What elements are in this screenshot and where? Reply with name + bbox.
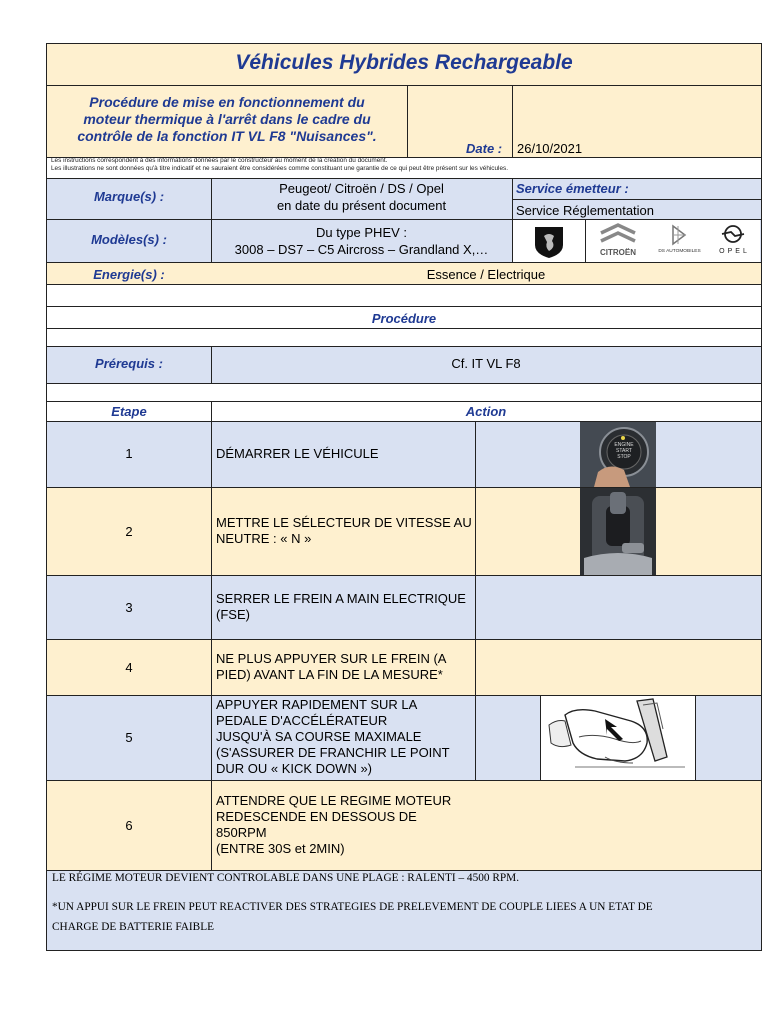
note-brake-warning-cont: CHARGE DE BATTERIE FAIBLE — [52, 921, 215, 933]
action-column-header: Action — [465, 404, 507, 419]
ds-logo-text: DS AUTOMOBILES — [658, 249, 701, 254]
modeles-label: Modèles(s) : — [91, 232, 167, 247]
opel-logo-icon — [720, 224, 746, 244]
energie-label: Energie(s) : — [93, 267, 165, 282]
step-number: 6 — [125, 818, 133, 833]
energie-value: Essence / Electrique — [426, 267, 546, 282]
disclaimer: Les instructions correspondent à des informations données par le constructeur au moment de la création du document. Les illustrations ne sont données qu'à titre indicatif et ne sauraient être considérées comme constituant une garantie de ce qui peut être présent sur les véhicules. — [51, 157, 508, 172]
accelerator-pedal-illustration — [545, 697, 691, 779]
marque-label: Marque(s) : — [93, 189, 165, 204]
service-value: Service Réglementation — [516, 203, 655, 218]
ds-logo-icon — [668, 223, 690, 247]
citroen-logo-icon — [595, 222, 641, 244]
note-brake-warning: *UN APPUI SUR LE FREIN PEUT REACTIVER DES STRATEGIES DE PRELEVEMENT DE COUPLE LIEES A UN ETAT DE — [52, 901, 653, 913]
marque-value: Peugeot/ Citroën / DS / Opel en date du présent document — [276, 181, 447, 213]
date-value: 26/10/2021 — [517, 141, 583, 156]
step-number: 4 — [125, 660, 133, 675]
page-title: Véhicules Hybrides Rechargeable — [235, 51, 573, 74]
opel-logo-text: OPEL — [719, 248, 750, 255]
step-action-text: NE PLUS APPUYER SUR LE FREIN (A PIED) AVANT LA FIN DE LA MESURE* — [216, 651, 447, 682]
procedure-description: Procédure de mise en fonctionnement du moteur thermique à l'arrêt dans le cadre du contrôle de la fonction IT VL F8 "Nuisances". — [77, 94, 377, 144]
service-label: Service émetteur : — [516, 181, 629, 196]
step-number: 2 — [125, 524, 133, 539]
step-number: 1 — [125, 446, 133, 461]
prerequis-label: Prérequis : — [95, 356, 163, 371]
date-label: Date : — [466, 141, 503, 156]
step-action-text: METTRE LE SÉLECTEUR DE VITESSE AU NEUTRE : « N » — [216, 515, 472, 546]
step-action-text: SERRER LE FREIN A MAIN ELECTRIQUE (FSE) — [216, 591, 466, 622]
prerequis-value: Cf. IT VL F8 — [451, 356, 521, 371]
modeles-value: Du type PHEV : 3008 – DS7 – C5 Aircross – Grandland X,… — [234, 225, 489, 257]
step-action-text: ATTENDRE QUE LE REGIME MOTEUR REDESCENDE EN DESSOUS DE 850RPM (ENTRE 30S et 2MIN) — [216, 793, 452, 856]
step-action-text: DÉMARRER LE VÉHICULE — [216, 446, 379, 461]
step-number: 5 — [125, 730, 133, 745]
procedure-heading: Procédure — [371, 311, 437, 326]
gear-selector-image — [580, 488, 656, 575]
engine-start-button-image — [580, 422, 656, 487]
engine-button-label: ENGINE START STOP — [614, 442, 634, 460]
step-number: 3 — [125, 600, 133, 615]
citroen-logo-text: CITROËN — [600, 248, 636, 257]
note-rpm-range: LE RÉGIME MOTEUR DEVIENT CONTROLABLE DANS UNE PLAGE : RALENTI – 4500 RPM. — [52, 872, 520, 884]
etape-column-header: Etape — [111, 404, 147, 419]
peugeot-logo-icon — [532, 223, 566, 259]
step-action-text: APPUYER RAPIDEMENT SUR LA PEDALE D'ACCÉLÉRATEUR JUSQU'À SA COURSE MAXIMALE (S'ASSURER DE FRANCHIR LE POINT DUR OU « KICK DOWN ») — [216, 697, 450, 776]
